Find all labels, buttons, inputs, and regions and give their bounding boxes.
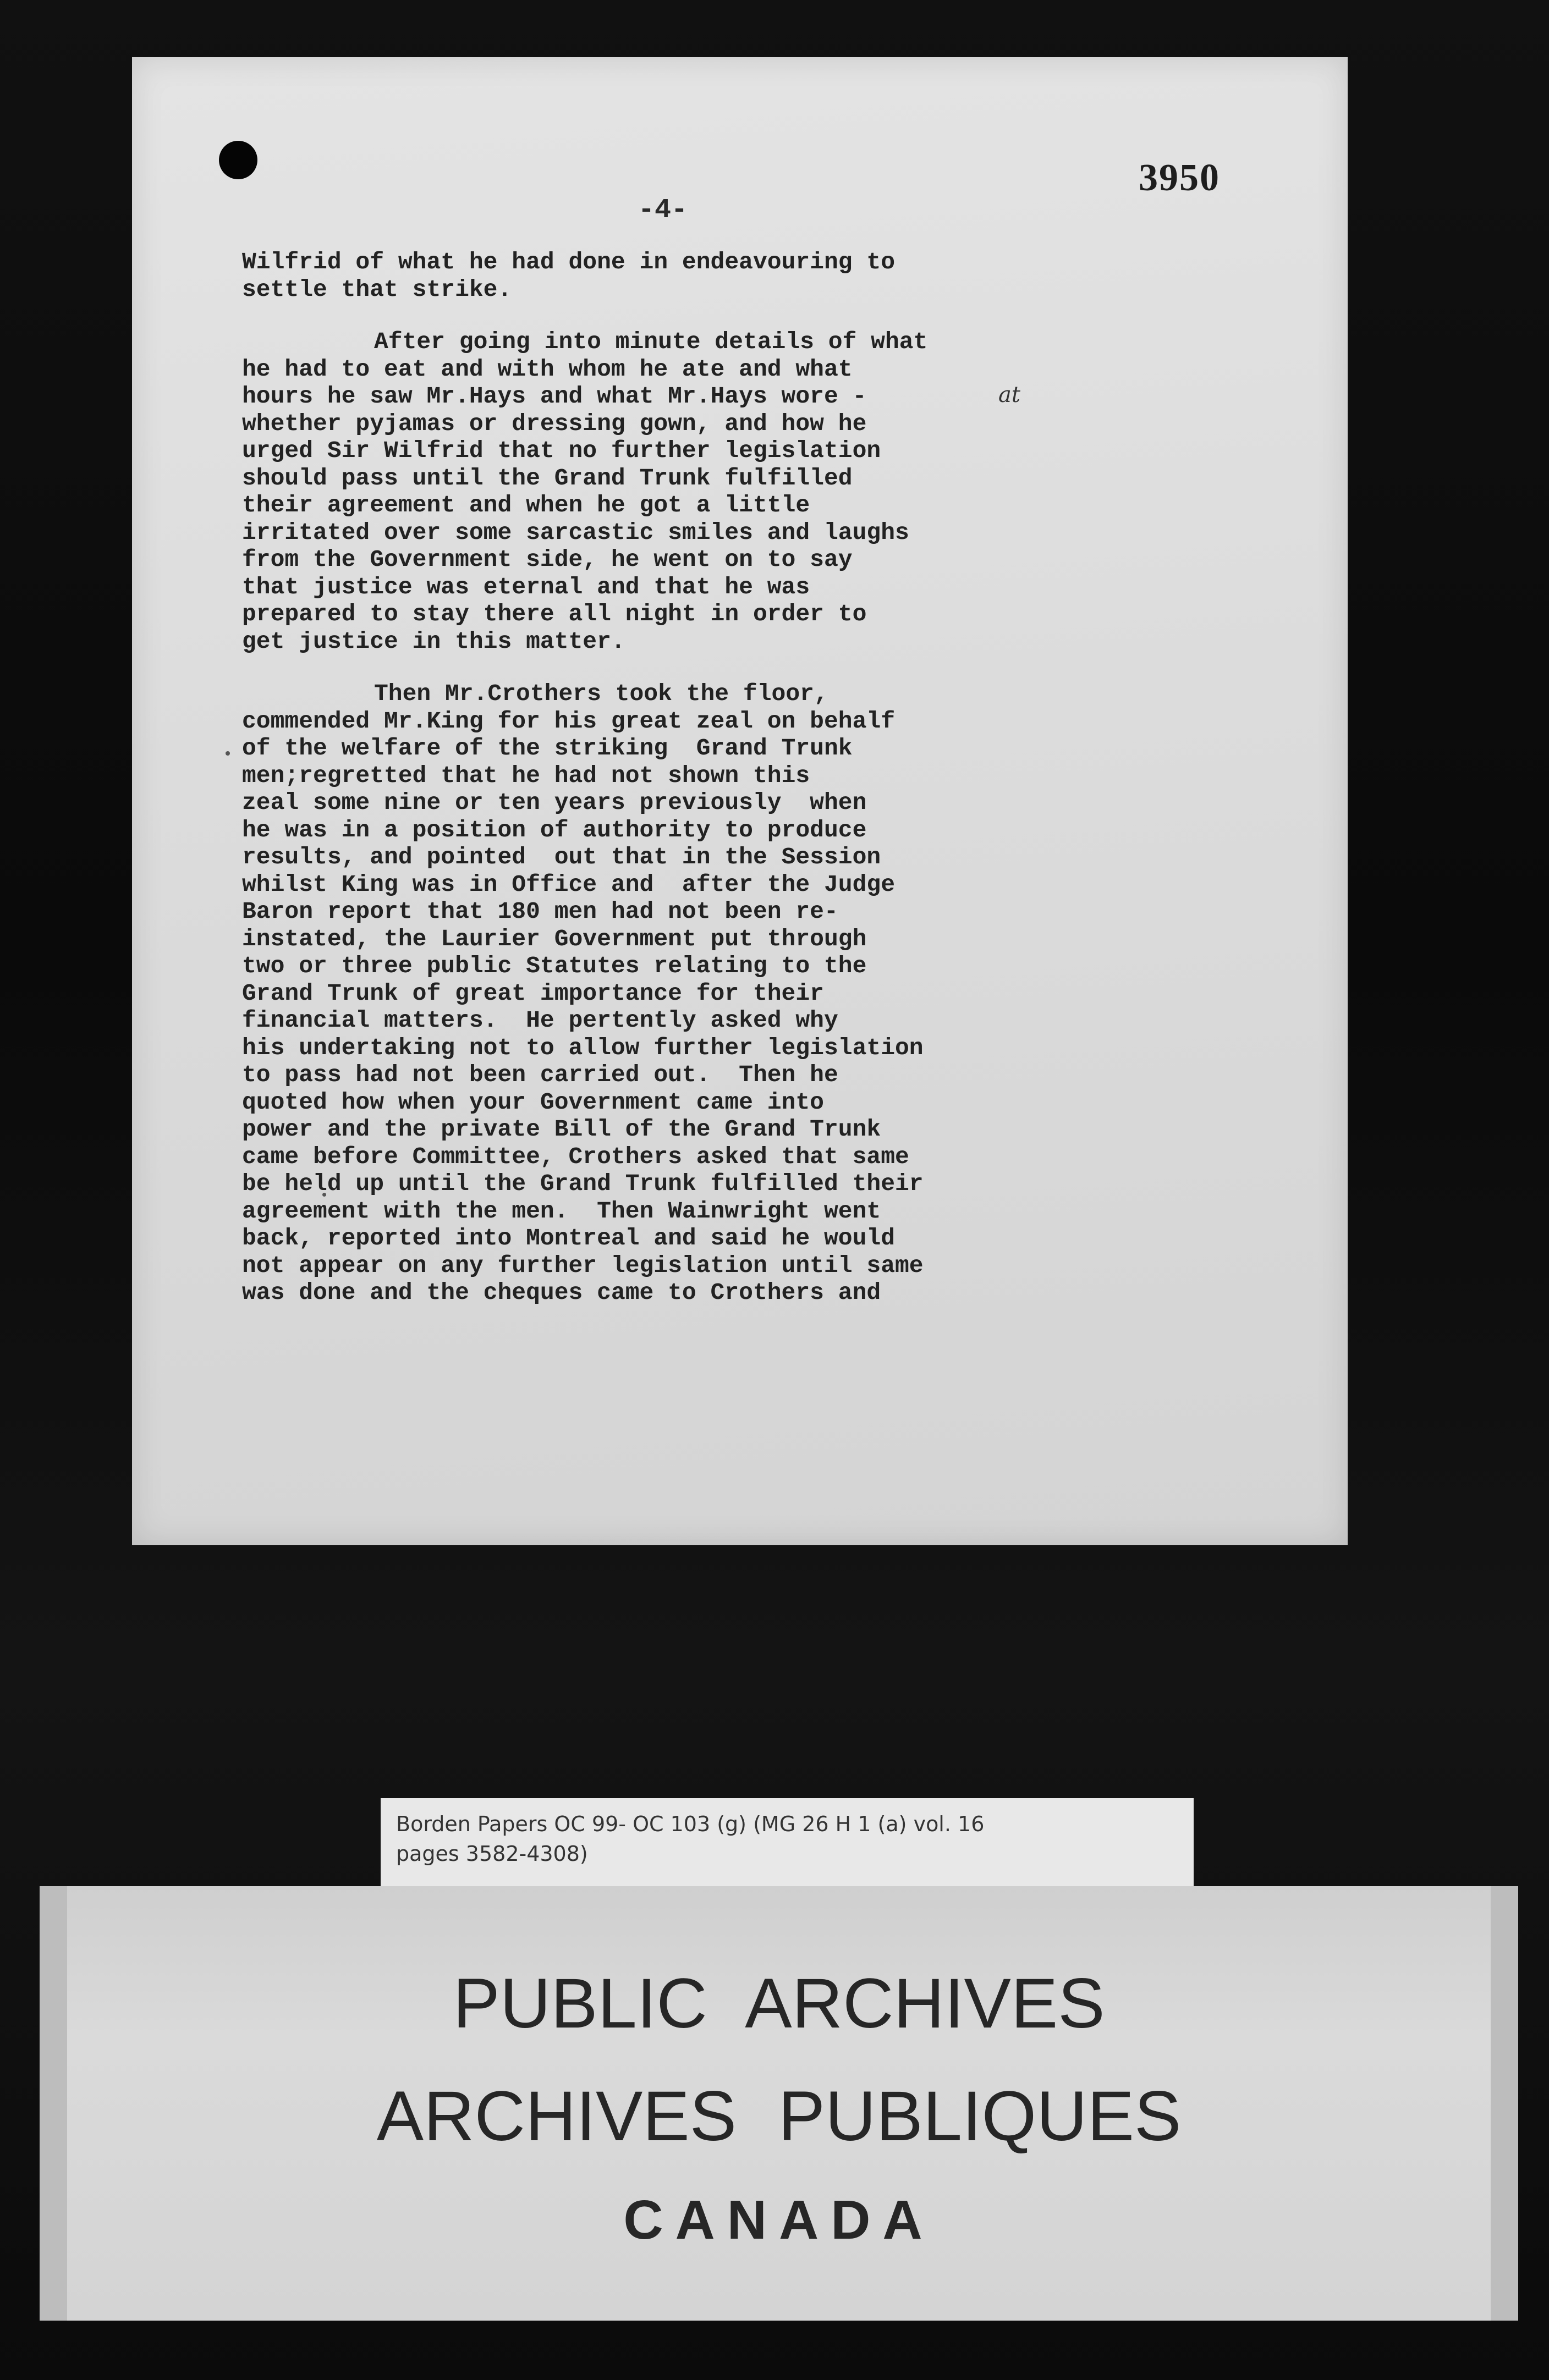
letter-body-text <box>242 249 1188 1307</box>
text-line: not appear on any further legislation until same <box>242 1252 924 1279</box>
reference-line-1: Borden Papers OC 99- OC 103 (g) (MG 26 H 1 (a) vol. 16 <box>396 1812 985 1836</box>
text-line: their agreement and when he got a little <box>242 492 810 519</box>
text-line: men;regretted that he had not shown this <box>242 762 810 789</box>
text-line: urged Sir Wilfrid that no further legislation <box>242 437 881 464</box>
archives-country: CANADA <box>623 2189 935 2251</box>
text-line: back, reported into Montreal and said he would <box>242 1225 895 1252</box>
text-line: After going into minute details of what <box>374 328 928 355</box>
text-line: financial matters. He pertently asked why <box>242 1007 838 1034</box>
text-line: power and the private Bill of the Grand Trunk <box>242 1116 881 1143</box>
text-line: Then Mr.Crothers took the floor, <box>374 680 828 707</box>
text-line: should pass until the Grand Trunk fulfilled <box>242 464 853 492</box>
text-line: was done and the cheques came to Crothers and <box>242 1279 881 1306</box>
text-line: whilst King was in Office and after the Judge <box>242 871 895 898</box>
reference-label <box>381 1798 1194 1891</box>
text-line: Wilfrid of what he had done in endeavouring to <box>242 249 895 276</box>
paragraph <box>242 328 1188 655</box>
text-line: two or three public Statutes relating to the <box>242 952 867 979</box>
text-line: prepared to stay there all night in order to <box>242 600 867 627</box>
archives-title-french: ARCHIVES PUBLIQUES <box>376 2077 1182 2156</box>
text-line: Grand Trunk of great importance for their <box>242 979 824 1007</box>
text-line: get justice in this matter. <box>242 627 625 655</box>
text-line: his undertaking not to allow further legislation <box>242 1034 924 1061</box>
text-line: quoted how when your Government came into <box>242 1088 824 1116</box>
text-line: Baron report that 180 men had not been re- <box>242 898 838 925</box>
text-line: that justice was eternal and that he was <box>242 573 810 600</box>
handwritten-insertion: at <box>998 382 1020 407</box>
punch-hole <box>219 141 257 179</box>
text-line: irritated over some sarcastic smiles and laughs <box>242 519 909 546</box>
film-speck <box>226 751 230 756</box>
archive-stamp-number: 3950 <box>1139 157 1220 199</box>
text-line: of the welfare of the striking Grand Trunk <box>242 735 853 762</box>
archives-banner <box>40 1886 1518 2321</box>
text-line: from the Government side, he went on to say <box>242 546 853 573</box>
text-line: hours he saw Mr.Hays and what Mr.Hays wore - <box>242 383 867 410</box>
text-line: be held up until the Grand Trunk fulfilled their <box>242 1170 924 1197</box>
text-line: to pass had not been carried out. Then he <box>242 1061 838 1088</box>
text-line: whether pyjamas or dressing gown, and how he <box>242 410 867 437</box>
text-line: results, and pointed out that in the Session <box>242 844 881 871</box>
archives-title-english: PUBLIC ARCHIVES <box>453 1964 1105 2043</box>
text-line: he had to eat and with whom he ate and what <box>242 355 853 383</box>
text-line: he was in a position of authority to produce <box>242 816 867 844</box>
text-line: agreement with the men. Then Wainwright went <box>242 1197 881 1225</box>
reference-line-2: pages 3582-4308) <box>396 1842 588 1866</box>
paragraph <box>242 249 1188 303</box>
text-line: settle that strike. <box>242 276 512 303</box>
text-line: came before Committee, Crothers asked that same <box>242 1143 909 1170</box>
text-line: commended Mr.King for his great zeal on behalf <box>242 707 895 735</box>
page-number: -4- <box>638 195 688 226</box>
paragraph <box>242 680 1188 1307</box>
text-line: zeal some nine or ten years previously when <box>242 789 867 816</box>
text-line: instated, the Laurier Government put through <box>242 925 867 952</box>
